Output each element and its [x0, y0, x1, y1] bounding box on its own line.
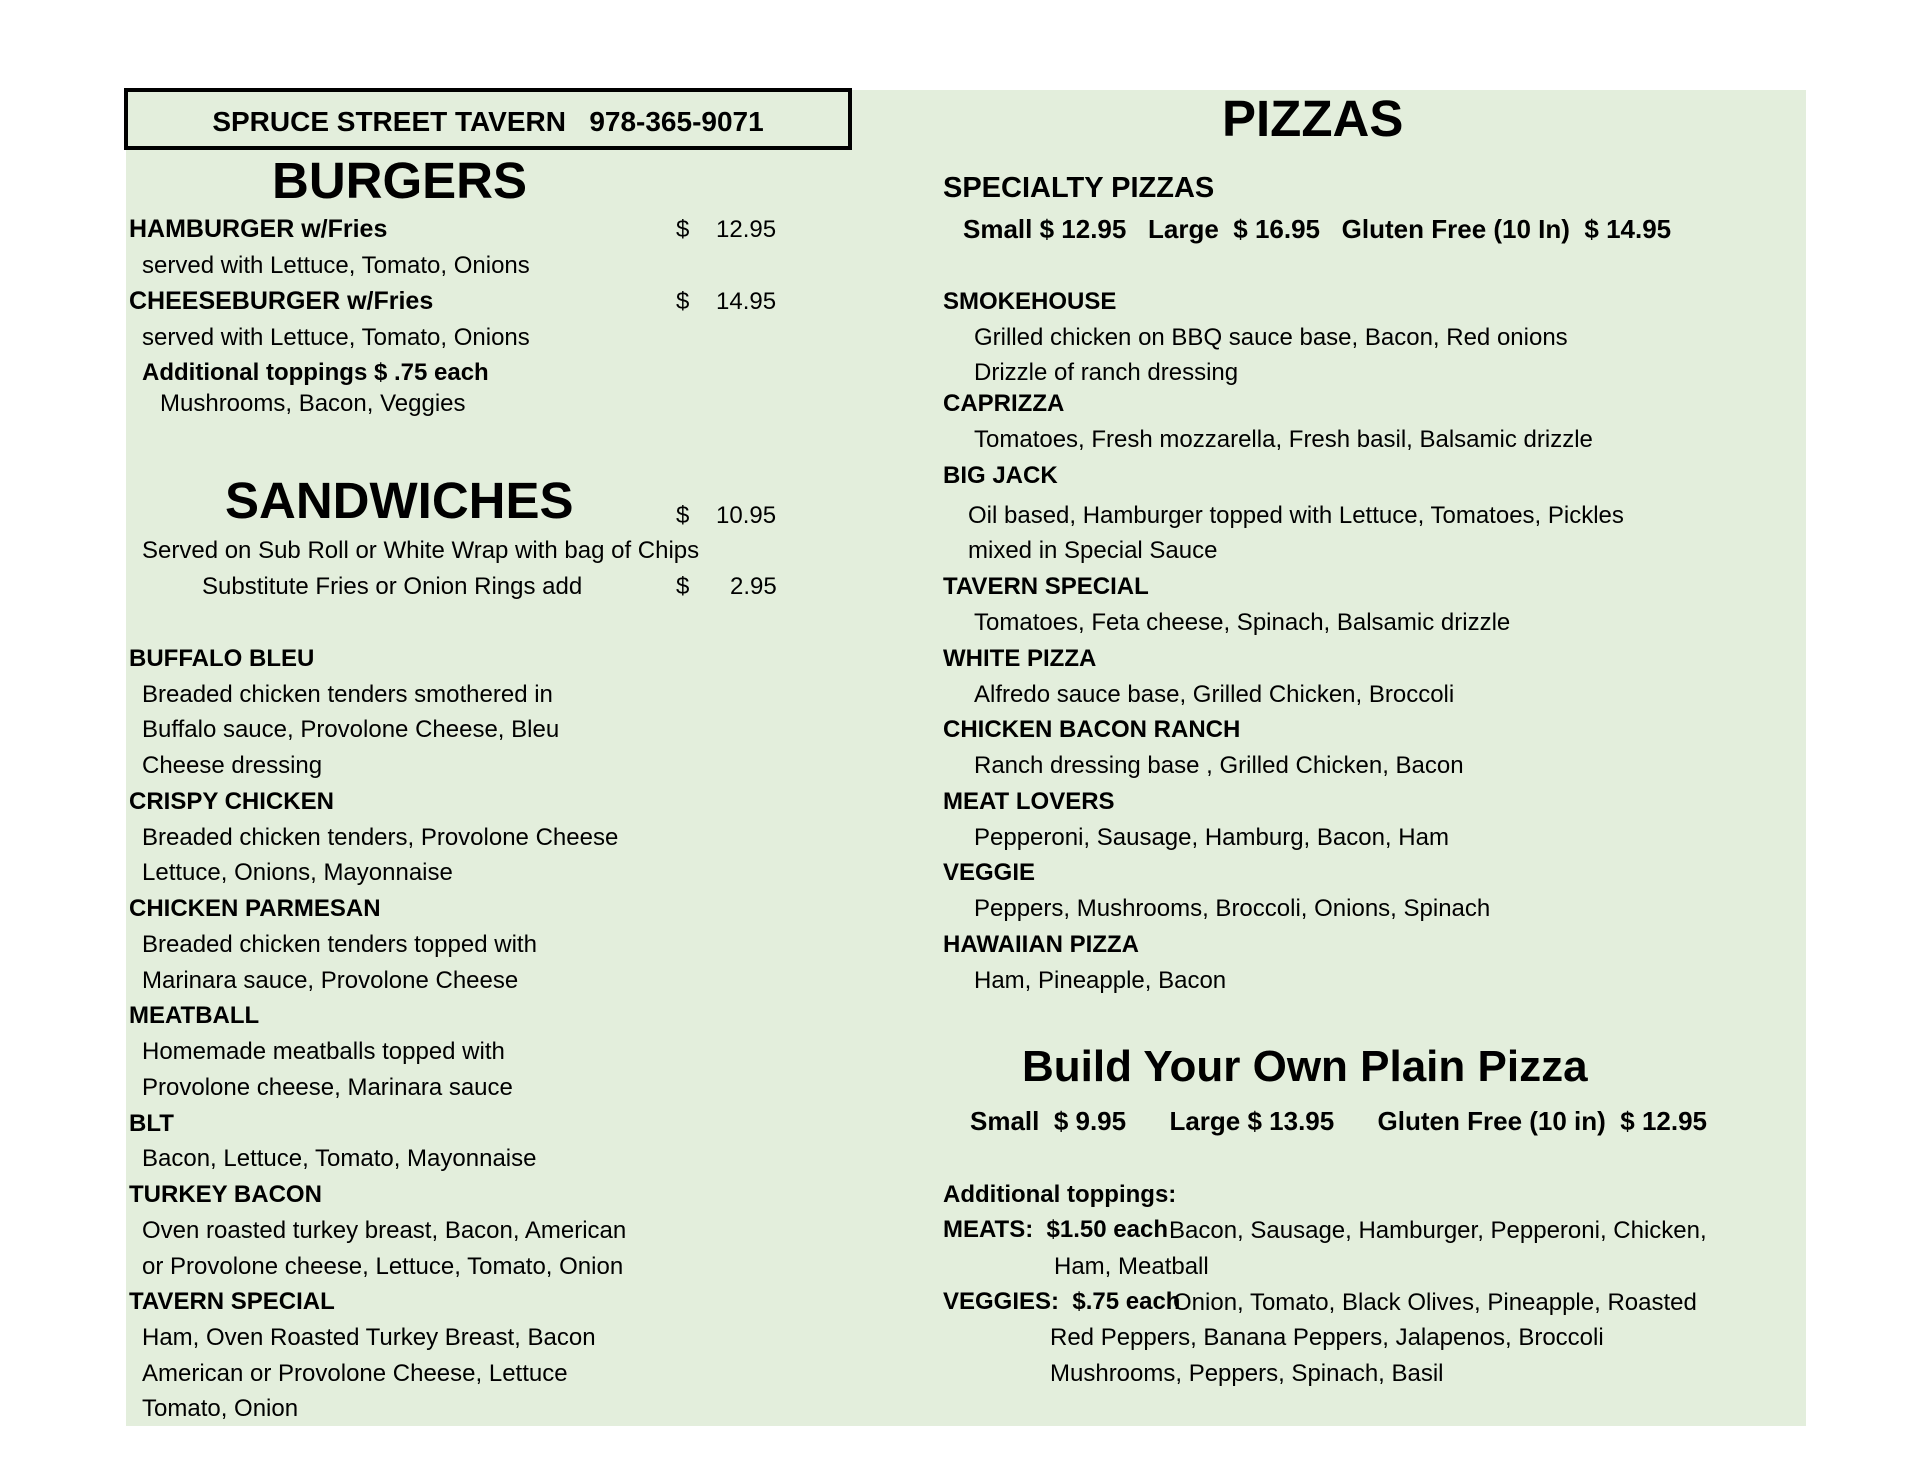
- meats-list: Bacon, Sausage, Hamburger, Pepperoni, Chicken,: [1169, 1217, 1707, 1244]
- pizza-name: CAPRIZZA: [943, 390, 1065, 417]
- pizza-desc: Oil based, Hamburger topped with Lettuce, Tomatoes, Pickles: [968, 502, 1624, 529]
- veggies-list-2: Red Peppers, Banana Peppers, Jalapenos, Broccoli: [1050, 1324, 1604, 1351]
- burger-currency: $: [676, 216, 690, 243]
- pizza-name: HAWAIIAN PIZZA: [943, 931, 1139, 958]
- veggies-list: Onion, Tomato, Black Olives, Pineapple, Roasted: [1173, 1289, 1697, 1316]
- burger-price: 12.95: [716, 216, 777, 243]
- sandwiches-substitute: Substitute Fries or Onion Rings add: [202, 573, 583, 600]
- byo-title: Build Your Own Plain Pizza: [1022, 1042, 1588, 1091]
- sandwich-desc: Bacon, Lettuce, Tomato, Mayonnaise: [142, 1145, 537, 1172]
- sandwich-desc: Marinara sauce, Provolone Cheese: [142, 967, 519, 994]
- pizza-name: MEAT LOVERS: [943, 788, 1115, 815]
- sandwich-desc: Tomato, Onion: [142, 1395, 299, 1422]
- sandwiches-currency: $: [676, 502, 690, 529]
- pizza-name: TAVERN SPECIAL: [943, 573, 1149, 600]
- sandwich-desc: Buffalo sauce, Provolone Cheese, Bleu: [142, 716, 560, 743]
- pizza-name: CHICKEN BACON RANCH: [943, 716, 1241, 743]
- pizza-desc: Tomatoes, Feta cheese, Spinach, Balsamic drizzle: [974, 609, 1511, 636]
- sandwich-desc: Provolone cheese, Marinara sauce: [142, 1074, 513, 1101]
- sandwich-desc: Ham, Oven Roasted Turkey Breast, Bacon: [142, 1324, 596, 1351]
- meats-label: MEATS: $1.50 each: [943, 1216, 1168, 1243]
- sandwiches-note: Served on Sub Roll or White Wrap with bag of Chips: [142, 537, 700, 564]
- header-title: SPRUCE STREET TAVERN 978-365-9071: [212, 106, 764, 137]
- pizza-desc: Drizzle of ranch dressing: [974, 359, 1239, 386]
- pizza-name: VEGGIE: [943, 859, 1036, 886]
- sandwiches-substitute-currency: $: [676, 573, 690, 600]
- sandwich-desc: Homemade meatballs topped with: [142, 1038, 505, 1065]
- pizza-desc: Ranch dressing base , Grilled Chicken, Bacon: [974, 752, 1464, 779]
- sandwich-name: MEATBALL: [129, 1002, 260, 1029]
- sandwich-desc: or Provolone cheese, Lettuce, Tomato, Onion: [142, 1253, 624, 1280]
- burger-toppings-list: Mushrooms, Bacon, Veggies: [160, 390, 466, 417]
- sandwich-desc: Breaded chicken tenders topped with: [142, 931, 537, 958]
- sandwich-name: TURKEY BACON: [129, 1181, 322, 1208]
- sandwich-name: CHICKEN PARMESAN: [129, 895, 381, 922]
- specialty-prices: Small $ 12.95 Large $ 16.95 Gluten Free (10 In) $ 14.95: [963, 214, 1672, 244]
- sandwich-desc: Breaded chicken tenders smothered in: [142, 681, 553, 708]
- sandwich-desc: Cheese dressing: [142, 752, 323, 779]
- sandwich-name: BUFFALO BLEU: [129, 645, 315, 672]
- cheeseburger-desc: served with Lettuce, Tomato, Onions: [142, 324, 530, 351]
- pizza-name: SMOKEHOUSE: [943, 288, 1117, 315]
- sandwiches-substitute-price: 2.95: [730, 573, 777, 600]
- pizza-desc: mixed in Special Sauce: [968, 537, 1218, 564]
- sandwich-desc: Lettuce, Onions, Mayonnaise: [142, 859, 453, 886]
- veggies-label: VEGGIES: $.75 each: [943, 1288, 1181, 1315]
- pizza-name: BIG JACK: [943, 462, 1058, 489]
- veggies-list-3: Mushrooms, Peppers, Spinach, Basil: [1050, 1360, 1444, 1387]
- cheeseburger-currency: $: [676, 288, 690, 315]
- cheeseburger-price: 14.95: [716, 288, 777, 315]
- byo-prices: Small $ 9.95 Large $ 13.95 Gluten Free (10 in) $ 12.95: [970, 1106, 1708, 1136]
- sandwich-name: BLT: [129, 1110, 174, 1137]
- pizza-desc: Peppers, Mushrooms, Broccoli, Onions, Spinach: [974, 895, 1491, 922]
- pizza-desc: Ham, Pineapple, Bacon: [974, 967, 1227, 994]
- cheeseburger-name: CHEESEBURGER w/Fries: [129, 287, 434, 315]
- sandwich-desc: American or Provolone Cheese, Lettuce: [142, 1360, 568, 1387]
- pizzas-title: PIZZAS: [1222, 90, 1404, 147]
- meats-list-2: Ham, Meatball: [1054, 1253, 1209, 1280]
- burgers-title: BURGERS: [272, 152, 528, 209]
- pizza-desc: Tomatoes, Fresh mozzarella, Fresh basil, Balsamic drizzle: [974, 426, 1593, 453]
- sandwich-name: CRISPY CHICKEN: [129, 788, 334, 815]
- additional-toppings-label: Additional toppings:: [943, 1181, 1177, 1208]
- pizza-name: WHITE PIZZA: [943, 645, 1097, 672]
- pizza-desc: Alfredo sauce base, Grilled Chicken, Broccoli: [974, 681, 1455, 708]
- specialty-pizzas-title: SPECIALTY PIZZAS: [943, 172, 1215, 204]
- sandwich-desc: Breaded chicken tenders, Provolone Cheese: [142, 824, 619, 851]
- sandwich-desc: Oven roasted turkey breast, Bacon, American: [142, 1217, 627, 1244]
- pizza-desc: Pepperoni, Sausage, Hamburg, Bacon, Ham: [974, 824, 1449, 851]
- burger-toppings-label: Additional toppings $ .75 each: [142, 359, 489, 386]
- sandwiches-price: 10.95: [716, 502, 777, 529]
- header-box: [124, 88, 852, 150]
- burger-desc: served with Lettuce, Tomato, Onions: [142, 252, 530, 279]
- sandwich-name: TAVERN SPECIAL: [129, 1288, 335, 1315]
- sandwiches-title: SANDWICHES: [225, 472, 574, 529]
- burger-name: HAMBURGER w/Fries: [129, 215, 388, 243]
- pizza-desc: Grilled chicken on BBQ sauce base, Bacon, Red onions: [974, 324, 1568, 351]
